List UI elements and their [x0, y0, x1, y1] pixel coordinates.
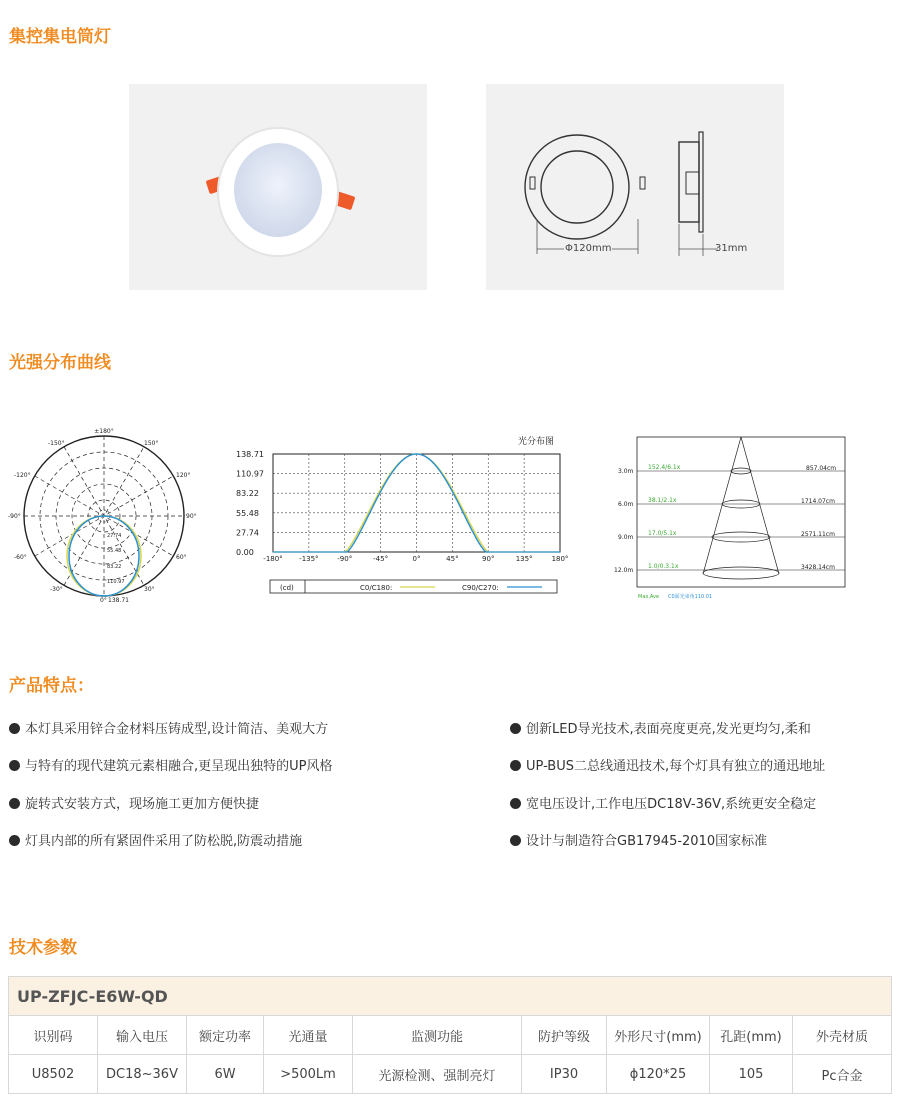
table-cell: U8502: [9, 1055, 98, 1094]
table-cell: Pc合金: [793, 1055, 892, 1094]
feature-item: 与特有的现代建筑元素相融合,更呈现出独特的UP风格: [9, 755, 333, 774]
feature-item: 旋转式安装方式，现场施工更加方便快捷: [9, 793, 259, 812]
polar-label-60: 60°: [176, 554, 187, 561]
polar-radial-3: 83.22: [107, 564, 122, 570]
table-header-cell: 额定功率: [187, 1016, 264, 1055]
feature-item: UP-BUS二总线通迅技术,每个灯具有独立的通迅地址: [510, 755, 825, 774]
cone-footer-left: Max,Ave: [638, 594, 660, 600]
x-tick-label: 135°: [515, 555, 533, 563]
bullet-icon: [510, 798, 521, 809]
cone-lux-2: 38.1/2.1x: [648, 497, 677, 504]
table-cell: 105: [710, 1055, 793, 1094]
table-cell: >500Lm: [264, 1055, 353, 1094]
polar-label-120: 120°: [176, 472, 191, 479]
polar-label-neg120: -120°: [14, 472, 31, 479]
y-tick-label: 27.74: [236, 528, 259, 538]
table-cell: 6W: [187, 1055, 264, 1094]
polar-label-180: ±180°: [94, 428, 114, 435]
model-number: UP-ZFJC-E6W-QD: [9, 977, 892, 1016]
section-title-product: 集控集电筒灯: [9, 27, 111, 47]
polar-label-30: 30°: [144, 586, 155, 593]
table-header-cell: 输入电压: [98, 1016, 187, 1055]
polar-label-neg60: -60°: [14, 554, 27, 561]
x-tick-label: -135°: [299, 555, 319, 563]
cone-footer-right: C0面光束角110.01: [668, 594, 713, 600]
x-tick-label: 0°: [412, 555, 421, 563]
bullet-icon: [510, 760, 521, 771]
diameter-label: Φ120mm: [565, 243, 612, 254]
table-cell: ϕ120*25: [607, 1055, 710, 1094]
polar-label-0: 0°: [100, 597, 107, 604]
cone-dia-3: 2571.11cm: [801, 531, 835, 538]
cone-dia-1: 857.04cm: [806, 465, 837, 472]
x-tick-label: -180°: [263, 555, 283, 563]
bullet-icon: [9, 798, 20, 809]
x-tick-label: 45°: [446, 555, 459, 563]
y-tick-label: 110.97: [236, 469, 264, 479]
legend-unit: (cd): [280, 584, 294, 592]
feature-item: 宽电压设计,工作电压DC18V-36V,系统更安全稳定: [510, 793, 816, 812]
spec-table: [8, 976, 892, 1094]
feature-item: 设计与制造符合GB17945-2010国家标准: [510, 830, 767, 849]
y-tick-label: 55.48: [236, 508, 259, 518]
chart-title: 光分布图: [518, 437, 555, 447]
cone-distance-4: 12.0m: [614, 567, 634, 574]
polar-radial-1: 27.74: [107, 533, 122, 539]
table-header-cell: 孔距(mm): [710, 1016, 793, 1055]
polar-label-neg150: -150°: [48, 440, 65, 447]
y-tick-label: 138.71: [236, 450, 264, 459]
table-header-cell: 光通量: [264, 1016, 353, 1055]
bullet-icon: [510, 723, 521, 734]
polar-label-neg30: -30°: [50, 586, 63, 593]
y-tick-label: 83.22: [236, 489, 259, 499]
polar-label-150: 150°: [144, 440, 159, 447]
polar-max-label: 138.71: [108, 597, 129, 604]
legend-series-2: C90/C270:: [462, 584, 499, 592]
section-title-curve: 光强分布曲线: [9, 353, 111, 373]
table-cell: IP30: [522, 1055, 607, 1094]
cone-diagram: [610, 435, 850, 605]
x-tick-label: 90°: [482, 555, 495, 563]
table-header-cell: 监测功能: [353, 1016, 522, 1055]
feature-item: 灯具内部的所有紧固件采用了防松脱,防震动措施: [9, 830, 302, 849]
x-tick-label: -90°: [337, 555, 353, 563]
section-title-tech: 技术参数: [9, 938, 77, 958]
section-title-features: 产品特点：: [9, 676, 94, 696]
cone-lux-4: 1.0/0.3.1x: [648, 563, 679, 570]
bullet-icon: [9, 760, 20, 771]
distribution-chart: [230, 432, 575, 597]
polar-radial-4: 110.97: [107, 579, 125, 585]
polar-label-neg90: -90°: [8, 513, 21, 520]
bullet-icon: [9, 723, 20, 734]
table-cell: DC18~36V: [98, 1055, 187, 1094]
y-tick-label: 0.00: [236, 548, 254, 557]
cone-distance-1: 3.0m: [618, 468, 634, 475]
polar-diagram: [4, 425, 204, 605]
cone-dia-2: 1714.07cm: [801, 498, 835, 505]
feature-item: 创新LED导光技术,表面亮度更亮,发光更均匀,柔和: [510, 718, 811, 737]
polar-label-90: 90°: [186, 513, 197, 520]
cone-distance-3: 9.0m: [618, 534, 634, 541]
table-header-row: [9, 1016, 892, 1055]
table-row: [9, 1055, 892, 1094]
cone-dia-4: 3428.14cm: [801, 564, 835, 571]
downlight-image: [129, 84, 427, 290]
table-header-cell: 识别码: [9, 1016, 98, 1055]
cone-lux-3: 17.0/5.1x: [648, 530, 677, 537]
feature-item: 本灯具采用锌合金材料压铸成型,设计简洁、美观大方: [9, 718, 328, 737]
bullet-icon: [9, 835, 20, 846]
polar-radial-2: 55.48: [107, 548, 122, 554]
x-tick-label: 180°: [551, 555, 569, 563]
product-photo: [129, 84, 427, 290]
table-cell: 光源检测、强制亮灯: [353, 1055, 522, 1094]
legend-series-1: C0/C180:: [360, 584, 393, 592]
cone-distance-2: 6.0m: [618, 501, 634, 508]
cone-lux-1: 152.4/6.1x: [648, 464, 681, 471]
dimension-drawing: [486, 84, 784, 290]
table-header-cell: 外形尺寸(mm): [607, 1016, 710, 1055]
depth-label: 31mm: [715, 243, 748, 254]
table-header-cell: 防护等级: [522, 1016, 607, 1055]
x-tick-label: -45°: [373, 555, 389, 563]
bullet-icon: [510, 835, 521, 846]
table-header-cell: 外壳材质: [793, 1016, 892, 1055]
